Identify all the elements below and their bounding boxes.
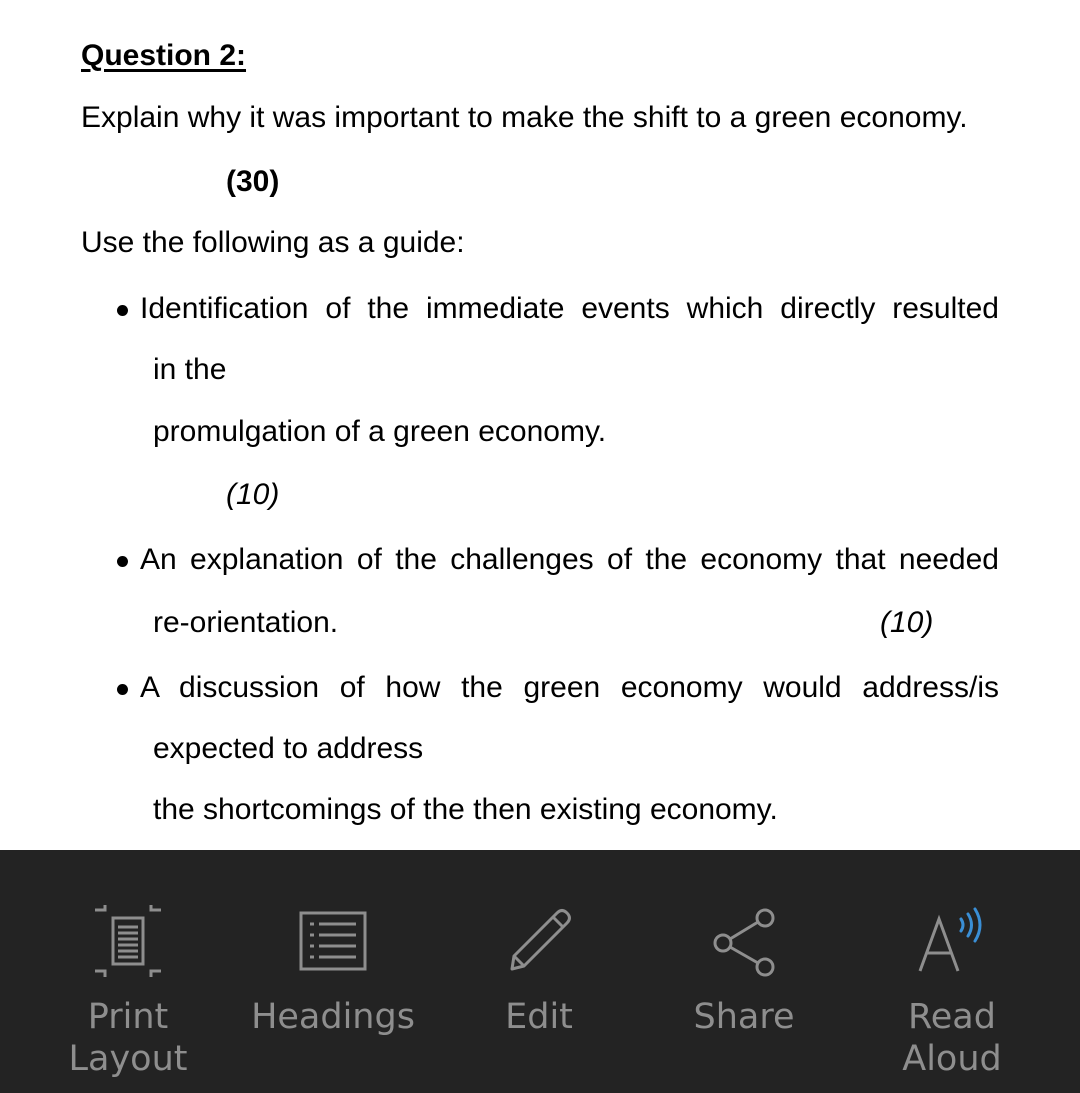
read-aloud-icon xyxy=(915,905,989,979)
bullet-3-line-1: A discussion of how the green economy would address/is xyxy=(140,671,999,704)
edit-label: Edit xyxy=(505,997,573,1037)
print-layout-button[interactable] xyxy=(25,850,231,1093)
bullet-1-line-1: Identification of the immediate events which directly resulted xyxy=(140,292,999,325)
guide-intro: Use the following as a guide: xyxy=(81,226,465,259)
share-button[interactable] xyxy=(641,850,847,1093)
bullet-2-line-1: An explanation of the challenges of the economy that needed xyxy=(140,543,999,576)
bullet-1-line-3: promulgation of a green economy. xyxy=(153,415,607,448)
share-icon xyxy=(707,905,781,979)
bottom-toolbar xyxy=(0,850,1080,1093)
share-label: Share xyxy=(693,997,795,1037)
headings-icon xyxy=(296,905,370,979)
question-heading: Question 2: xyxy=(81,39,247,72)
headings-button[interactable] xyxy=(230,850,436,1093)
bullet-1-line-2: in the xyxy=(153,353,227,386)
bullet-marker xyxy=(117,684,128,695)
bullet-3-line-2: expected to address xyxy=(153,732,424,765)
bullet-marker xyxy=(117,305,128,316)
print-layout-icon xyxy=(91,905,165,979)
headings-label: Headings xyxy=(251,997,415,1037)
question-marks: (30) xyxy=(226,165,280,198)
read-aloud-label: Read Aloud xyxy=(902,997,1002,1079)
pencil-icon xyxy=(502,905,576,979)
question-text: Explain why it was important to make the shift to a green economy. xyxy=(81,101,968,134)
read-aloud-button[interactable] xyxy=(849,850,1055,1093)
bullet-3-line-3: the shortcomings of the then existing economy. xyxy=(153,793,778,826)
bullet-marker xyxy=(117,556,128,567)
bullet-1-marks: (10) xyxy=(226,478,280,511)
bullet-2-marks: (10) xyxy=(880,606,934,639)
edit-button[interactable] xyxy=(436,850,642,1093)
bullet-2-line-2: re-orientation. xyxy=(153,606,339,639)
print-layout-label: Print Layout xyxy=(68,997,188,1079)
